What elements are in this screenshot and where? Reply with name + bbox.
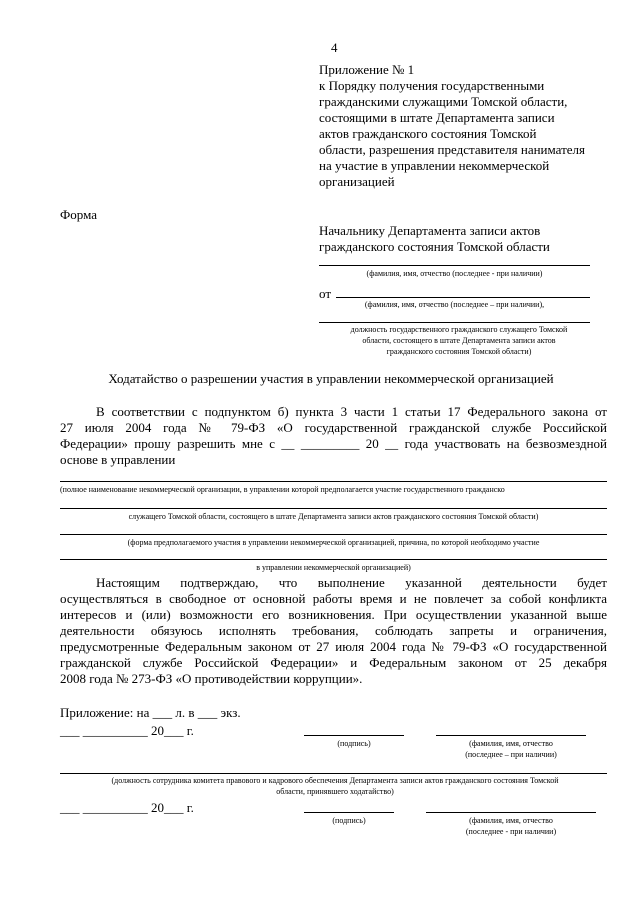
appendix-block	[319, 62, 619, 190]
appendix-line: области, разрешения представителя нанимателя	[319, 142, 585, 157]
position-caption-line: гражданского состояния Томской области)	[386, 347, 532, 356]
para-line: В соответствии с подпунктом б) пункта 3 части 1 статьи 17 Федерального закона от	[96, 404, 607, 419]
date-line-2: ___ __________ 20___ г.	[60, 800, 194, 815]
signature-line-1	[304, 735, 404, 736]
position-caption-line: области, состоящего в штате Департамента записи актов	[362, 336, 556, 345]
appendix-line: организацией	[319, 174, 395, 189]
signature-line-2	[304, 812, 394, 813]
para-line: предусмотренные Федеральным законом от 27 июля 2004 года № 79-ФЗ «О государственной	[60, 639, 607, 654]
document-title: Ходатайство о разрешении участия в управлении некоммерческой организацией	[108, 371, 554, 386]
appendix-line: состоящими в штате Департамента записи	[319, 110, 555, 125]
fio-line-signer	[436, 735, 586, 736]
org-caption-1: (полное наименование некоммерческой организации, в управлении которой предполагается участие государственного гражданско	[60, 485, 505, 494]
fio-caption-line: (последнее - при наличии)	[465, 827, 557, 836]
appendix-line: Приложение № 1	[319, 62, 415, 77]
position-line	[319, 322, 590, 323]
participation-line-2	[60, 559, 607, 560]
para-line: Настоящим подтверждаю, что выполнение указанной деятельности будет	[96, 575, 607, 590]
confirmation-paragraph	[60, 575, 607, 687]
participation-line	[60, 534, 607, 535]
position-caption-line: должность государственного гражданского служащего Томской	[350, 325, 568, 334]
org-caption-4: в управлении некоммерческой организацией)	[256, 563, 411, 572]
fio-caption-line: (фамилия, имя, отчество	[469, 739, 553, 748]
appendix-line: к Порядку получения государственными	[319, 78, 545, 93]
org-name-line-2	[60, 508, 607, 509]
form-label: Форма	[60, 207, 97, 222]
para-line: Федерации» прошу разрешить мне с __ _________ 20 __ года участвовать на безвозмездной	[60, 436, 607, 451]
fio-caption-line: (фамилия, имя, отчество	[469, 816, 553, 825]
position-caption	[319, 324, 599, 357]
date-line-1: ___ __________ 20___ г.	[60, 723, 194, 738]
official-caption	[55, 775, 615, 797]
addressee-line: гражданского состояния Томской области	[319, 239, 550, 254]
para-line: деятельности обязуюсь исполнять требования, соблюдать запреты и ограничения,	[60, 623, 607, 638]
appendix-line: на участие в управлении некоммерческой	[319, 158, 550, 173]
page-number: 4	[331, 40, 338, 55]
para-line: интересов и (или) возможности его возникновения. При осуществлении указанной выше	[60, 607, 607, 622]
addressee-line: Начальнику Департамента записи актов	[319, 223, 541, 238]
signature-caption-2: (подпись)	[332, 816, 366, 825]
para-line: гражданской службе Российской Федерации» и Федеральным законом от 25 декабря	[60, 655, 607, 670]
para-line: основе в управлении	[60, 452, 176, 467]
para-line: 27 июля 2004 года № 79-ФЗ «О государственной гражданской службе Российской	[60, 420, 607, 435]
addressee	[319, 223, 619, 255]
fio-caption-2: (фамилия, имя, отчество (последнее – при наличии),	[364, 300, 545, 309]
para-line: осуществляться в свободное от основной работы время и не повлечет за собой конфликта	[60, 591, 607, 606]
fio-line-official	[426, 812, 596, 813]
fio-caption: (фамилия, имя, отчество (последнее - при наличии)	[366, 269, 543, 278]
appendix-line: гражданскими служащими Томской области,	[319, 94, 568, 109]
fio-caption-signer	[436, 738, 586, 760]
org-caption-2: служащего Томской области, состоящего в штате Департамента записи актов гражданского состояния Томской области)	[128, 512, 539, 521]
appendix-line: актов гражданского состояния Томской	[319, 126, 537, 141]
official-position-line	[60, 773, 607, 774]
official-caption-line: области, принявшего ходатайство)	[276, 787, 394, 796]
org-name-line	[60, 481, 607, 482]
request-paragraph	[60, 404, 607, 468]
attachment-line: Приложение: на ___ л. в ___ экз.	[60, 705, 241, 720]
para-line: 2008 года № 273-ФЗ «О противодействии коррупции».	[60, 671, 363, 686]
fio-caption-line: (последнее – при наличии)	[465, 750, 557, 759]
from-line	[336, 297, 590, 298]
fio-line	[319, 265, 590, 266]
from-label: от	[319, 286, 332, 301]
fio-caption-official	[426, 815, 596, 837]
org-caption-3: (форма предполагаемого участия в управлении некоммерческой организацией, причина, по которой необходимо участие	[127, 538, 540, 547]
signature-caption-1: (подпись)	[337, 739, 371, 748]
official-caption-line: (должность сотрудника комитета правового и кадрового обеспечения Департамента записи актов гражданского состояния Томской	[111, 776, 559, 785]
